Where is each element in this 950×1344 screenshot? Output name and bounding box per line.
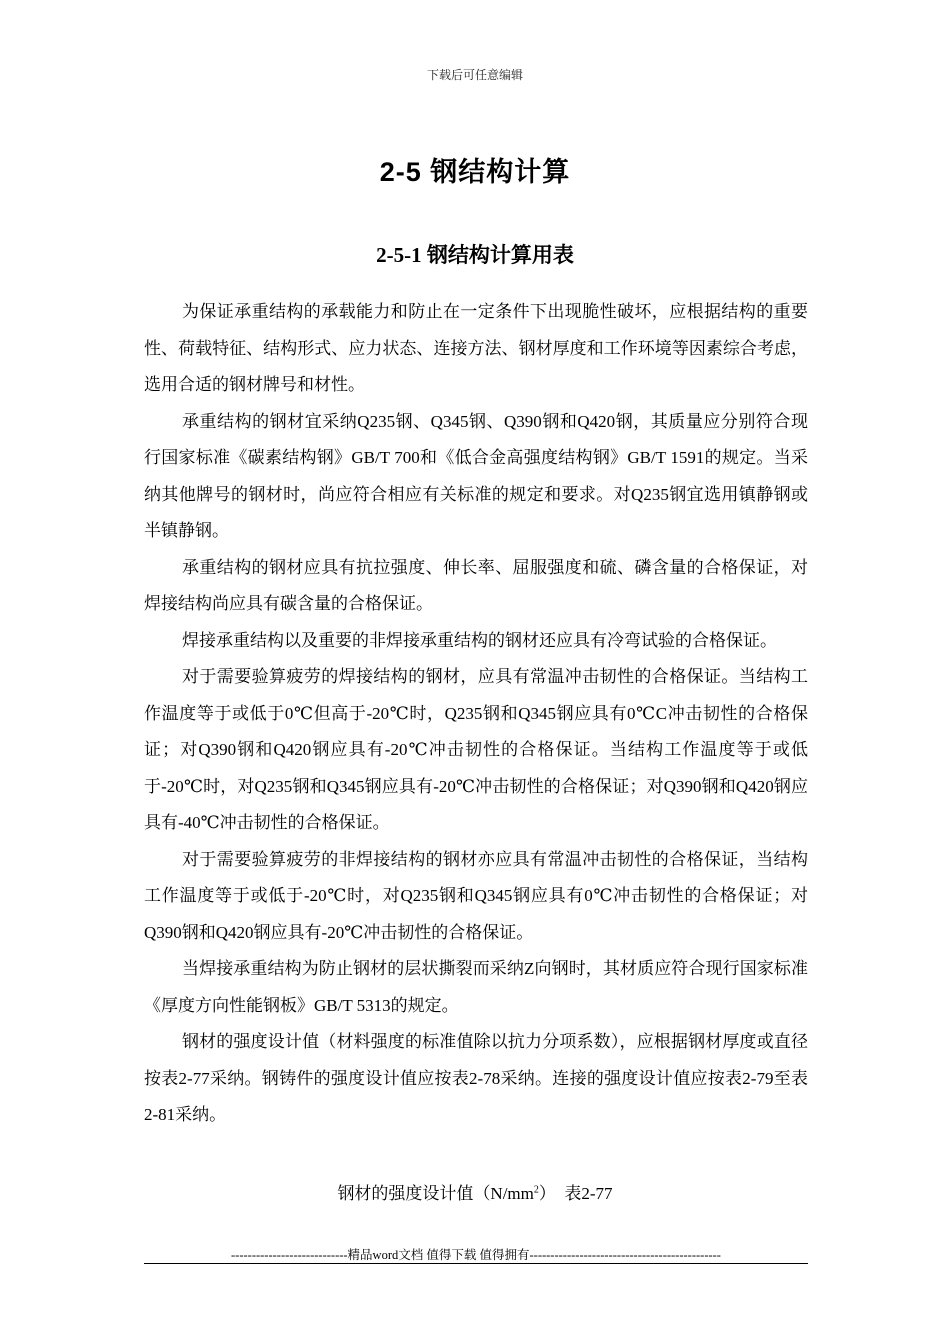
footer-rule [144,1263,808,1264]
section-subtitle: 2-5-1 钢结构计算用表 [376,243,574,267]
header-note: 下载后可任意编辑 [426,68,523,82]
paragraph-steel-grades: 承重结构的钢材宜采纳Q235钢、Q345钢、Q390钢和Q420钢，其质量应分别符合现行国家标准《碳素结构钢》GB/T 700和《低合金高强度结构钢》GB/T 1591的规定。当采纳其他牌号的钢材时，尚应符合相应有关标准的规定和要求。对Q235钢宜选用镇静钢或半镇静钢。 [144,411,808,540]
table-number: 表2-77 [564,1184,613,1203]
paragraph-cold-bend: 焊接承重结构以及重要的非焊接承重结构的钢材还应具有冷弯试验的合格保证。 [182,630,777,650]
paragraph-fatigue-welded: 对于需要验算疲劳的焊接结构的钢材，应具有常温冲击韧性的合格保证。当结构工作温度等于或低于0℃但高于-20℃时，Q235钢和Q345钢应具有0℃C冲击韧性的合格保证；对Q390钢和Q420钢应具有-20℃冲击韧性的合格保证。当结构工作温度等于或低于-20℃时，对Q235钢和Q345钢应具有-20℃冲击韧性的合格保证；对Q390钢和Q420钢应具有-40℃冲击韧性的合格保证。 [144,667,808,832]
page-title: 2-5 钢结构计算 [379,157,571,187]
paragraph-z-steel: 当焊接承重结构为防止钢材的层状撕裂而采纳Z向钢时，其材质应符合现行国家标准《厚度方向性能钢板》GB/T 5313的规定。 [144,959,808,1015]
paragraph-steel-selection: 为保证承重结构的承载能力和防止在一定条件下出现脆性破坏，应根据结构的重要性、荷载特征、结构形式、应力状态、连接方法、钢材厚度和工作环境等因素综合考虑，选用合适的钢材牌号和材性。 [144,302,808,394]
table-caption-title: 钢材的强度设计值 [337,1184,474,1203]
table-caption-unit-sup: 2 [533,1184,539,1196]
body-text [144,294,808,1134]
paragraph-design-values: 钢材的强度设计值（材料强度的标准值除以抗力分项系数），应根据钢材厚度或直径按表2-77采纳。钢铸件的强度设计值应按表2-78采纳。连接的强度设计值应按表2-79至表2-81采纳。 [144,1032,808,1124]
table-caption-unit-open: （N/mm [473,1184,534,1203]
footer-text: ----------------------------精品word文档 值得下载 值得拥有---------------------------------------------- [231,1248,721,1262]
paragraph-fatigue-nonwelded: 对于需要验算疲劳的非焊接结构的钢材亦应具有常温冲击韧性的合格保证，当结构工作温度等于或低于-20℃时，对Q235钢和Q345钢应具有0℃冲击韧性的合格保证；对Q390钢和Q420钢应具有-20℃冲击韧性的合格保证。 [144,849,808,942]
table-caption-unit-close: ） [538,1184,556,1203]
table-caption [0,1179,950,1204]
paragraph-strength-guarantee: 承重结构的钢材应具有抗拉强度、伸长率、屈服强度和硫、磷含量的合格保证，对焊接结构尚应具有碳含量的合格保证。 [144,557,808,613]
